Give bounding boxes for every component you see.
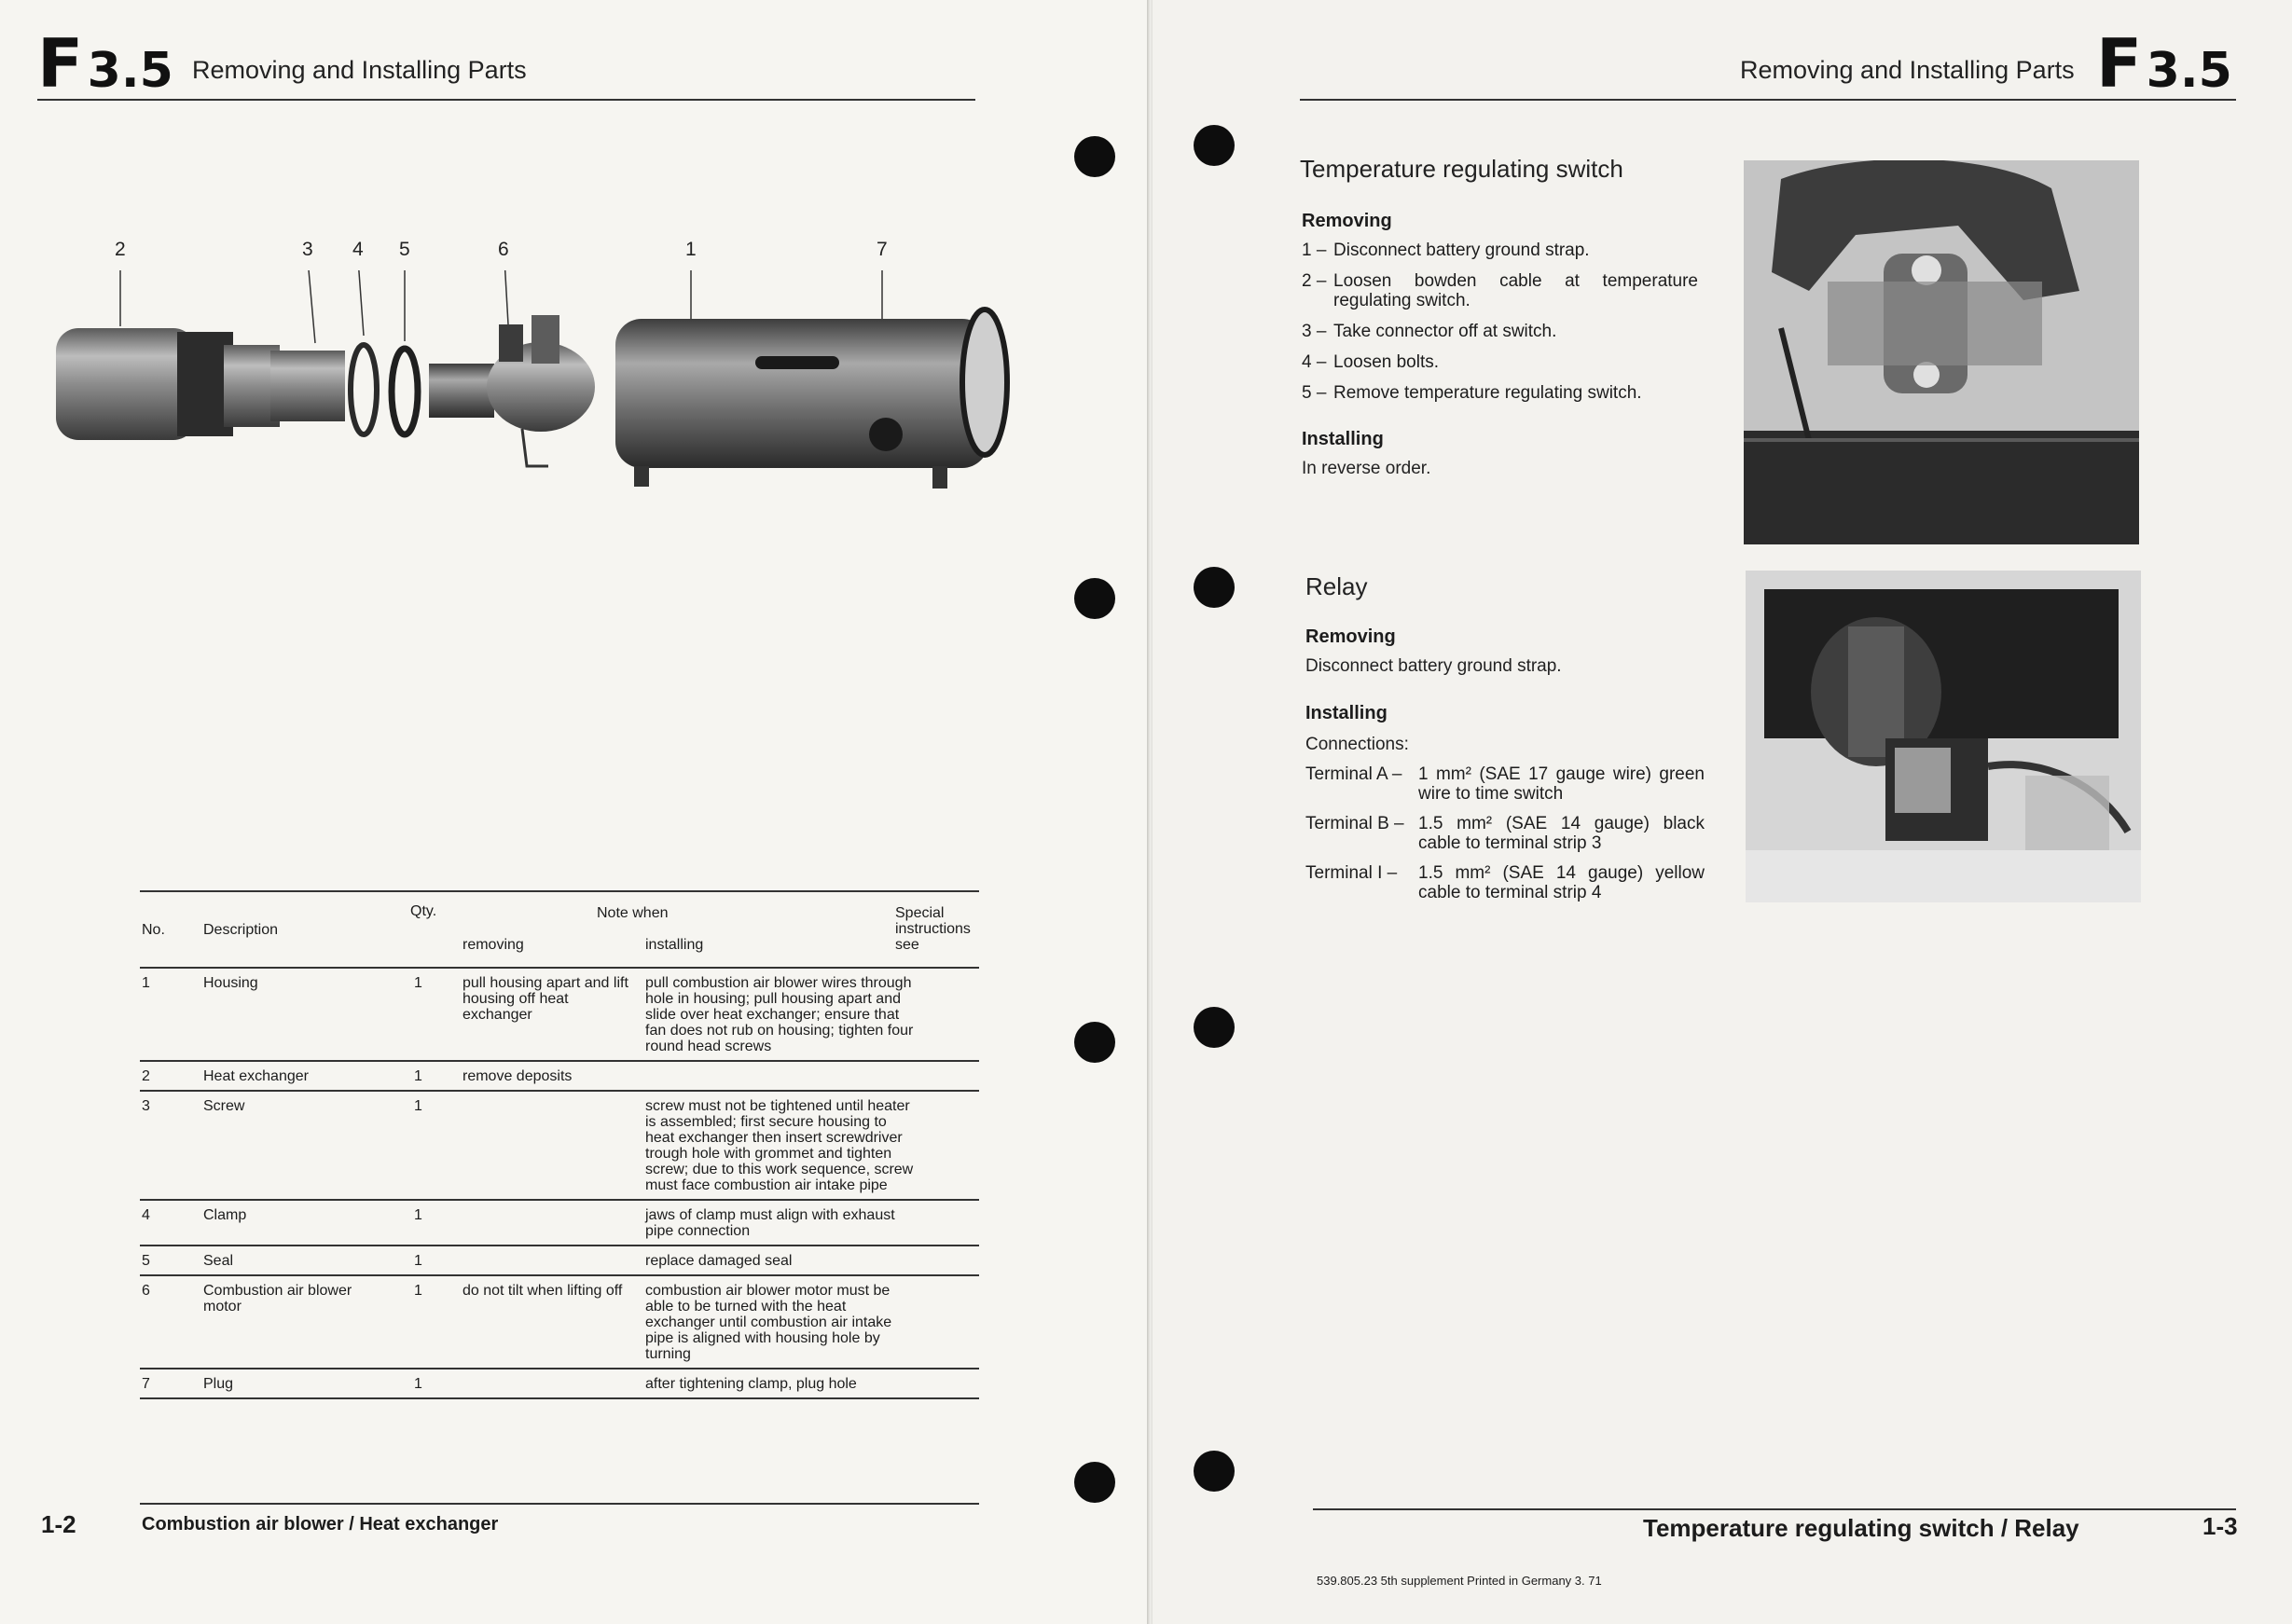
binder-hole bbox=[1074, 136, 1115, 177]
cell-qty: 1 bbox=[414, 1376, 422, 1392]
list-item bbox=[1305, 814, 1705, 853]
callout-1: 1 bbox=[685, 239, 697, 260]
temp-switch-photo bbox=[1744, 160, 2139, 544]
relay-terminals bbox=[1305, 764, 1705, 913]
cell-description: Screw bbox=[203, 1098, 245, 1114]
terminal-spec: 1.5 mm² (SAE 14 gauge) black cable to terminal strip 3 bbox=[1418, 814, 1705, 853]
col-no: No. bbox=[142, 922, 165, 938]
relay-removing-text: Disconnect battery ground strap. bbox=[1305, 656, 1562, 676]
binder-hole bbox=[1194, 1451, 1235, 1492]
left-header-rule bbox=[37, 99, 975, 101]
cell-qty: 1 bbox=[414, 1253, 422, 1269]
list-item bbox=[1305, 863, 1705, 902]
right-footer-rule bbox=[1313, 1508, 2236, 1510]
table-row bbox=[140, 1246, 979, 1276]
col-description: Description bbox=[203, 922, 279, 938]
cell-qty: 1 bbox=[414, 1098, 422, 1114]
cell-installing: screw must not be tightened until heater is assembled; first secure housing to heat exchanger then insert screwdriver trough hole with grommet and tighten screw; due to this work sequence, screw must face combustion air intake pipe bbox=[645, 1098, 914, 1193]
cell-removing: pull housing apart and lift housing off heat exchanger bbox=[463, 975, 628, 1023]
list-item bbox=[1302, 322, 1698, 341]
step-text: Disconnect battery ground strap. bbox=[1333, 241, 1590, 260]
temp-switch-removing-label: Removing bbox=[1302, 211, 1392, 231]
cell-removing: remove deposits bbox=[463, 1068, 573, 1084]
cell-description: Plug bbox=[203, 1376, 234, 1392]
terminal-spec: 1 mm² (SAE 17 gauge wire) green wire to time switch bbox=[1418, 764, 1705, 804]
clamp-part bbox=[351, 345, 377, 434]
binder-hole bbox=[1074, 1462, 1115, 1503]
list-item bbox=[1302, 352, 1698, 372]
callout-5: 5 bbox=[399, 239, 410, 260]
cell-qty: 1 bbox=[414, 1207, 422, 1223]
callout-6: 6 bbox=[498, 239, 509, 260]
step-number: 4 – bbox=[1302, 352, 1327, 372]
cell-description: Clamp bbox=[203, 1207, 247, 1223]
binder-hole bbox=[1074, 1022, 1115, 1063]
step-number: 3 – bbox=[1302, 322, 1327, 341]
list-item bbox=[1305, 764, 1705, 804]
seal-part bbox=[392, 349, 418, 434]
exploded-heater-diagram bbox=[37, 270, 1044, 531]
left-footer-title: Combustion air blower / Heat exchanger bbox=[142, 1514, 499, 1535]
right-section-code: F 3.5 bbox=[2096, 24, 2232, 103]
left-footer-rule bbox=[140, 1503, 979, 1505]
binder-hole bbox=[1194, 567, 1235, 608]
step-number: 2 – bbox=[1302, 271, 1327, 291]
relay-removing-label: Removing bbox=[1305, 626, 1396, 647]
callout-3: 3 bbox=[302, 239, 313, 260]
relay-photo bbox=[1746, 571, 2141, 902]
step-text: Loosen bowden cable at temperature regulating switch. bbox=[1333, 271, 1698, 310]
col-special-2: instructions bbox=[895, 921, 971, 937]
table-row bbox=[140, 1092, 979, 1201]
right-footer-title: Temperature regulating switch / Relay bbox=[1643, 1514, 2079, 1542]
col-removing: removing bbox=[463, 937, 524, 953]
step-number: 5 – bbox=[1302, 383, 1327, 403]
binder-hole bbox=[1074, 578, 1115, 619]
terminal-spec: 1.5 mm² (SAE 14 gauge) yellow cable to terminal strip 4 bbox=[1418, 863, 1705, 902]
list-item bbox=[1302, 383, 1698, 403]
table-row bbox=[140, 1276, 979, 1369]
left-page-number: 1-2 bbox=[41, 1510, 76, 1538]
step-number: 1 – bbox=[1302, 241, 1327, 260]
housing-part bbox=[615, 319, 988, 468]
terminal-label: Terminal I – bbox=[1305, 863, 1398, 883]
cell-installing: replace damaged seal bbox=[645, 1253, 793, 1269]
cell-description: Housing bbox=[203, 975, 258, 991]
callout-4: 4 bbox=[352, 239, 364, 260]
table-row bbox=[140, 1201, 979, 1246]
cell-installing: pull combustion air blower wires through hole in housing; pull housing apart and slide over heat exchanger; ensure that fan does not rub on housing; tighten four round head screws bbox=[645, 975, 914, 1054]
col-special-3: see bbox=[895, 937, 919, 953]
col-qty: Qty. bbox=[410, 903, 437, 919]
relay-title: Relay bbox=[1305, 572, 1368, 600]
step-text: Remove temperature regulating switch. bbox=[1333, 383, 1642, 403]
temp-switch-installing-text: In reverse order. bbox=[1302, 459, 1431, 478]
cell-installing: combustion air blower motor must be able to be turned with the heat exchanger until combustion air intake pipe is aligned with housing hole by turning bbox=[645, 1283, 892, 1362]
list-item bbox=[1302, 271, 1698, 310]
right-header-title: Removing and Installing Parts bbox=[1740, 56, 2075, 84]
table-row bbox=[140, 1062, 979, 1092]
table-header bbox=[140, 890, 979, 969]
right-page-number: 1-3 bbox=[2202, 1512, 2238, 1540]
plug-part bbox=[869, 418, 903, 451]
temp-switch-installing-label: Installing bbox=[1302, 429, 1384, 449]
cell-description: Seal bbox=[203, 1253, 234, 1269]
step-text: Take connector off at switch. bbox=[1333, 322, 1557, 341]
temp-switch-title: Temperature regulating switch bbox=[1300, 155, 1623, 183]
parts-table bbox=[140, 890, 979, 1399]
callout-7: 7 bbox=[877, 239, 888, 260]
imprint-line: 539.805.23 5th supplement Printed in Germany 3. 71 bbox=[1317, 1574, 1602, 1588]
cell-no: 7 bbox=[142, 1376, 150, 1392]
table-row bbox=[140, 1369, 979, 1399]
table-row bbox=[140, 969, 979, 1062]
callout-2: 2 bbox=[115, 239, 126, 260]
cell-installing: after tightening clamp, plug hole bbox=[645, 1376, 857, 1392]
cell-removing: do not tilt when lifting off bbox=[463, 1283, 623, 1299]
cell-qty: 1 bbox=[414, 975, 422, 991]
list-item bbox=[1302, 241, 1698, 260]
cell-no: 3 bbox=[142, 1098, 150, 1114]
cell-no: 5 bbox=[142, 1253, 150, 1269]
cell-installing: jaws of clamp must align with exhaust pipe connection bbox=[645, 1207, 895, 1239]
binder-hole bbox=[1194, 125, 1235, 166]
cell-qty: 1 bbox=[414, 1283, 422, 1299]
cell-qty: 1 bbox=[414, 1068, 422, 1084]
cell-no: 1 bbox=[142, 975, 150, 991]
terminal-label: Terminal B – bbox=[1305, 814, 1404, 833]
col-installing: installing bbox=[645, 937, 704, 953]
cell-no: 2 bbox=[142, 1068, 150, 1084]
terminal-label: Terminal A – bbox=[1305, 764, 1402, 784]
cell-description: Heat exchanger bbox=[203, 1068, 309, 1084]
heat-exchanger-part bbox=[56, 328, 196, 440]
left-header-title: Removing and Installing Parts bbox=[192, 56, 527, 84]
right-header-rule bbox=[1300, 99, 2236, 101]
col-note-when: Note when bbox=[597, 905, 669, 921]
step-text: Loosen bolts. bbox=[1333, 352, 1440, 372]
relay-connections-label: Connections: bbox=[1305, 735, 1409, 754]
cell-no: 6 bbox=[142, 1283, 150, 1299]
col-special-1: Special bbox=[895, 905, 945, 921]
cell-no: 4 bbox=[142, 1207, 150, 1223]
relay-installing-label: Installing bbox=[1305, 703, 1388, 723]
left-section-code: F 3.5 bbox=[37, 24, 173, 103]
cell-description: Combustion air blower motor bbox=[203, 1283, 352, 1314]
temp-switch-steps bbox=[1302, 241, 1698, 414]
binder-hole bbox=[1194, 1007, 1235, 1048]
